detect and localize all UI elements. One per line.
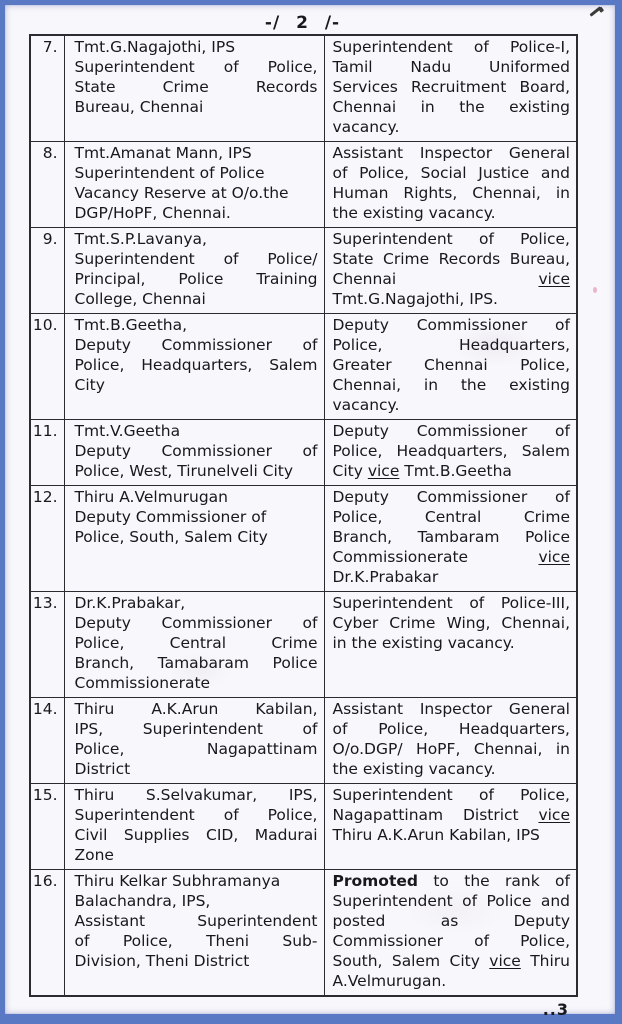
text-line: Balachandra, IPS,	[74, 892, 211, 910]
serial-number-cell: 8.	[30, 142, 64, 228]
officer-new-post-cell	[324, 870, 577, 997]
serial-number-cell: 10.	[30, 314, 64, 420]
table-row	[30, 486, 577, 592]
text-line: Thiru A.K.Arun Kabilan,	[74, 700, 318, 718]
text-line: of Police, Theni Sub-	[74, 932, 318, 950]
officer-current-post-cell	[64, 228, 324, 314]
text-line: Tmt.B.Geetha,	[74, 316, 188, 334]
text-line: Police, Central Crime	[332, 508, 570, 526]
text-line: Deputy Commissioner of	[74, 442, 318, 460]
text-line: Deputy Commissioner of	[74, 614, 318, 632]
serial-number-cell: 13.	[30, 592, 64, 698]
officer-current-post-cell	[64, 870, 324, 997]
text-line: Human Rights, Chennai, in	[332, 184, 570, 202]
officer-new-post-cell	[324, 142, 577, 228]
transfer-order-table	[29, 34, 578, 997]
text-line: Deputy Commissioner of	[74, 508, 267, 526]
table-row	[30, 314, 577, 420]
text-line: Nagapattinam District vice	[332, 806, 570, 824]
page-number-header: -/ 2 /-	[264, 13, 341, 33]
text-line: Assistant Inspector General	[332, 700, 570, 718]
text-line: City	[74, 376, 105, 394]
table-row	[30, 142, 577, 228]
text-line: City vice Tmt.B.Geetha	[332, 462, 512, 480]
text-line: Police, South, Salem City	[74, 528, 268, 546]
table-row	[30, 228, 577, 314]
text-line: posted as Deputy	[332, 912, 570, 930]
text-line: Division, Theni District	[74, 952, 250, 970]
officer-new-post-cell	[324, 228, 577, 314]
text-line: Bureau, Chennai	[74, 98, 204, 116]
text-line: Superintendent of Police-I,	[332, 38, 570, 56]
text-line: Chennai in the existing	[332, 98, 570, 116]
text-line: Tmt.S.P.Lavanya,	[74, 230, 207, 248]
text-line: District	[74, 760, 131, 778]
officer-current-post-cell	[64, 486, 324, 592]
text-line: Assistant Inspector General	[332, 144, 570, 162]
text-line: Services Recruitment Board,	[332, 78, 570, 96]
text-line: Superintendent of Police	[74, 164, 265, 182]
serial-number-cell: 14.	[30, 698, 64, 784]
text-line: Tmt.G.Nagajothi, IPS.	[332, 290, 498, 308]
text-line: Vacancy Reserve at O/o.the	[74, 184, 289, 202]
text-line: State Crime Records Bureau,	[332, 250, 570, 268]
officer-new-post-cell	[324, 592, 577, 698]
officer-new-post-cell	[324, 420, 577, 486]
text-line: Police, Headquarters, Salem	[74, 356, 318, 374]
text-line: Deputy Commissioner of	[332, 316, 570, 334]
text-line: Superintendent of Police,	[74, 58, 318, 76]
page-footer: ..3	[542, 1000, 569, 1019]
text-line: Superintendent of Police,	[74, 806, 318, 824]
officer-new-post-cell	[324, 314, 577, 420]
text-line: Assistant Superintendent	[74, 912, 318, 930]
officer-current-post-cell	[64, 784, 324, 870]
text-line: Superintendent of Police-III,	[332, 594, 570, 612]
serial-number-cell: 12.	[30, 486, 64, 592]
text-line: Commissioner of Police,	[332, 932, 570, 950]
text-line: Superintendent of Police/	[74, 250, 318, 268]
text-line: O/o.DGP/ HoPF, Chennai, in	[332, 740, 570, 758]
text-line: DGP/HoPF, Chennai.	[74, 204, 231, 222]
text-line: Thiru S.Selvakumar, IPS,	[74, 786, 318, 804]
text-line: of Police, Headquarters,	[332, 720, 570, 738]
table-row	[30, 35, 577, 142]
text-line: Greater Chennai Police,	[332, 356, 570, 374]
text-line: vacancy.	[332, 396, 400, 414]
officer-current-post-cell	[64, 314, 324, 420]
text-line: Police, Nagapattinam	[74, 740, 318, 758]
text-line: Police, Headquarters,	[332, 336, 570, 354]
officer-current-post-cell	[64, 420, 324, 486]
officer-current-post-cell	[64, 35, 324, 142]
text-line: Superintendent of Police,	[332, 230, 570, 248]
text-line: Dr.K.Prabakar	[332, 568, 439, 586]
text-line: Deputy Commissioner of	[74, 336, 318, 354]
serial-number-cell: 9.	[30, 228, 64, 314]
officer-new-post-cell	[324, 784, 577, 870]
text-line: of Police, Social Justice and	[332, 164, 570, 182]
text-line: College, Chennai	[74, 290, 206, 308]
text-line: Police, Central Crime	[74, 634, 318, 652]
table-row	[30, 870, 577, 997]
text-line: Principal, Police Training	[74, 270, 318, 288]
serial-number-cell: 11.	[30, 420, 64, 486]
text-line: Tamil Nadu Uniformed	[332, 58, 570, 76]
officer-current-post-cell	[64, 142, 324, 228]
table-row	[30, 698, 577, 784]
text-line: Deputy Commissioner of	[332, 488, 570, 506]
text-line: Chennai, in the existing	[332, 376, 570, 394]
text-line: Branch, Tamabaram Police	[74, 654, 318, 672]
officer-current-post-cell	[64, 592, 324, 698]
text-line: Thiru Kelkar Subhramanya	[74, 872, 281, 890]
text-line: Tmt.V.Geetha	[74, 422, 181, 440]
text-line: the existing vacancy.	[332, 204, 496, 222]
text-line: Chennai vice	[332, 270, 570, 288]
text-line: Police, West, Tirunelveli City	[74, 462, 294, 480]
officer-new-post-cell	[324, 35, 577, 142]
text-line: Superintendent of Police and	[332, 892, 570, 910]
text-line: Branch, Tambaram Police	[332, 528, 570, 546]
officer-new-post-cell	[324, 698, 577, 784]
text-line: South, Salem City vice Thiru	[332, 952, 570, 970]
officer-new-post-cell	[324, 486, 577, 592]
text-line: State Crime Records	[74, 78, 318, 96]
serial-number-cell: 15.	[30, 784, 64, 870]
table-row	[30, 592, 577, 698]
table-row	[30, 784, 577, 870]
text-line: Promoted to the rank of	[332, 872, 570, 890]
text-line: IPS, Superintendent of	[74, 720, 318, 738]
text-line: Thiru A.Velmurugan	[74, 488, 229, 506]
text-line: Police, Headquarters, Salem	[332, 442, 570, 460]
text-line: in the existing vacancy.	[332, 634, 515, 652]
text-line: Dr.K.Prabakar,	[74, 594, 186, 612]
text-line: Deputy Commissioner of	[332, 422, 570, 440]
text-line: Commissionerate	[74, 674, 211, 692]
text-line: Thiru A.K.Arun Kabilan, IPS	[332, 826, 540, 844]
pen-mark	[589, 6, 601, 16]
serial-number-cell: 7.	[30, 35, 64, 142]
text-line: Tmt.Amanat Mann, IPS	[74, 144, 252, 162]
text-line: the existing vacancy.	[332, 760, 496, 778]
table-row	[30, 420, 577, 486]
text-line: Tmt.G.Nagajothi, IPS	[74, 38, 236, 56]
text-line: Civil Supplies CID, Madurai	[74, 826, 318, 844]
text-line: vacancy.	[332, 118, 400, 136]
officer-current-post-cell	[64, 698, 324, 784]
text-line: Zone	[74, 846, 114, 864]
text-line: Superintendent of Police,	[332, 786, 570, 804]
text-line: Commissionerate vice	[332, 548, 570, 566]
transfer-table-body	[30, 35, 577, 996]
pink-ink-speck	[593, 287, 597, 293]
text-line: Cyber Crime Wing, Chennai,	[332, 614, 570, 632]
document-page	[5, 5, 615, 1019]
serial-number-cell: 16.	[30, 870, 64, 997]
text-line: A.Velmurugan.	[332, 972, 447, 990]
